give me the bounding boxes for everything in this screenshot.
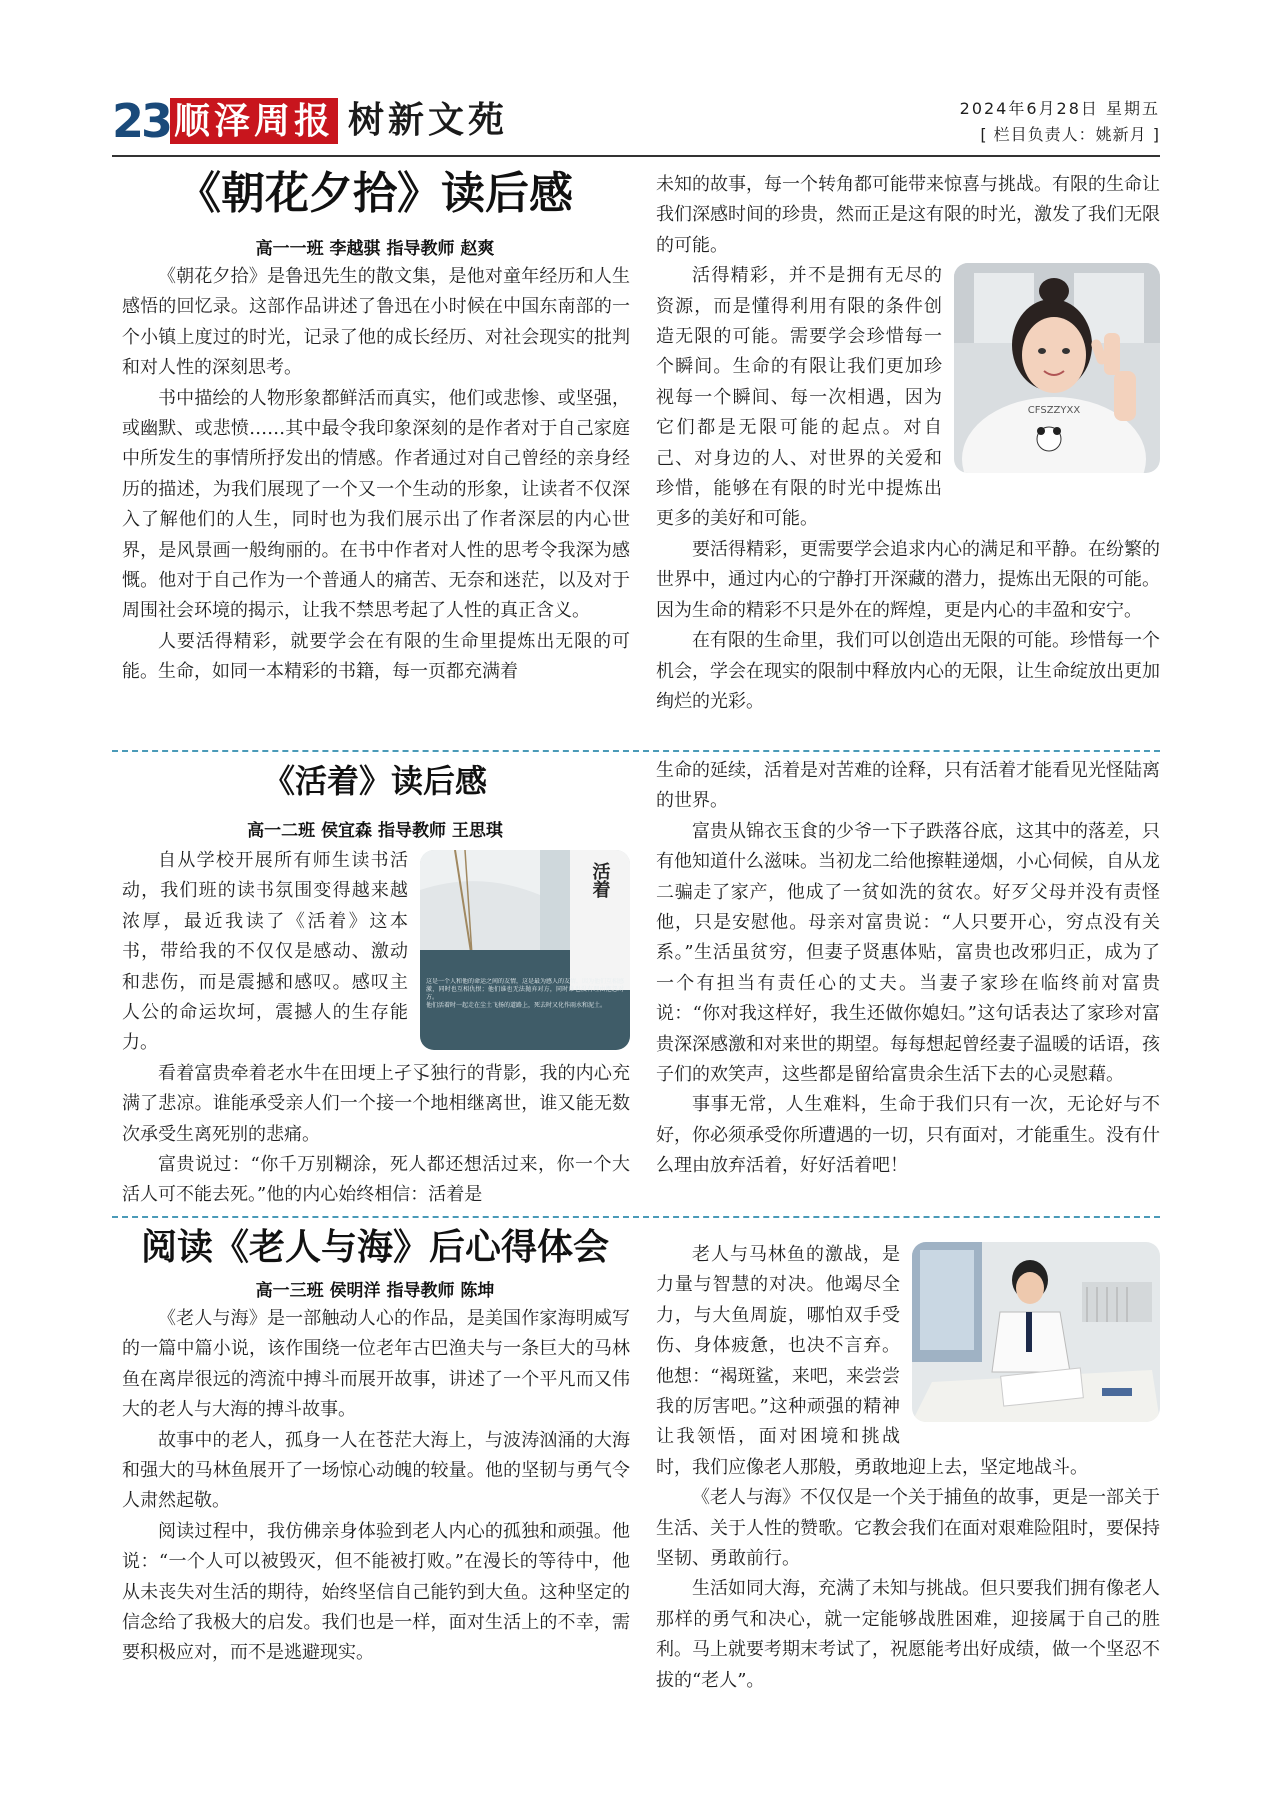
- paragraph: 生活如同大海，充满了未知与挑战。但只要我们拥有像老人那样的勇气和决心，就一定能够战胜困难，迎接属于自己的胜利。马上就要考期末考试了，祝愿能考出好成绩，做一个坚忍不拔的“老人”。: [656, 1578, 1160, 1691]
- student-portrait-photo: [954, 263, 1160, 473]
- paragraph: 阅读过程中，我仿佛亲身体验到老人内心的孤独和顽强。他说：“一个人可以被毁灭，但不能被打败。”在漫长的等待中，他从未丧失对生活的期待，始终坚信自己能钓到大鱼。这种坚定的信念给了我极大的启发。我们也是一样，面对生活上的不幸，需要积极应对，而不是逃避现实。: [122, 1520, 630, 1664]
- book-blurb-2: 他们活着时一起走在尘土飞扬的道路上，死去时又化作雨水和泥土。: [426, 1002, 607, 1009]
- shirt-print: CFSZZYXX: [1027, 405, 1081, 417]
- book-title: 活着: [589, 862, 611, 898]
- section-divider: [112, 750, 1160, 752]
- article2-byline: 高一二班 侯宜森 指导教师 王思琪: [247, 821, 503, 841]
- section-title: 树新文苑: [348, 100, 509, 141]
- paragraph: 事事无常，人生难料，生命于我们只有一次，无论好与不好，你必须承受你所遭遇的一切，只有面对，才能重生。没有什么理由放弃活着，好好活着吧！: [656, 1094, 1160, 1177]
- issue-date: 2024年6月28日 星期五: [959, 99, 1160, 118]
- article3-right-column: [656, 1240, 1160, 1696]
- column-editor: [ 栏目负责人：姚新月 ]: [980, 125, 1160, 144]
- article3-byline: 高一三班 侯明洋 指导教师 陈坤: [255, 1281, 495, 1301]
- paragraph: 老人与马林鱼的激战，是力量与智慧的对决。他竭尽全力，与大鱼周旋，哪怕双手受伤、身体疲惫，也决不言弃。他想：“褐斑鲨，来吧，来尝尝我的厉害吧。”这种顽强的精神让我领悟，面对困境和挑战时，我们应像老人那般，勇敢地迎上去，坚定地战斗。: [656, 1244, 1088, 1478]
- article2-left-column: [122, 846, 630, 1211]
- paragraph: 《朝花夕拾》是鲁迅先生的散文集，是他对童年经历和人生感悟的回忆录。这部作品讲述了鲁迅在小时候在中国东南部的一个小镇上度过的时光，记录了他的成长经历、对社会现实的批判和对人性的深刻思考。: [122, 266, 630, 379]
- book-blurb-1: 这是一个人和他的命运之间的友情，这是最为感人的友情，因为他们互相感激，同时也互相仇恨；他们谁也无法抛弃对方，同时谁也没有理由抱怨对方。: [426, 978, 624, 1001]
- student-studying-photo: [912, 1242, 1160, 1422]
- paragraph: 《老人与海》是一部触动人心的作品，是美国作家海明威写的一篇中篇小说，该作围绕一位老年古巴渔夫与一条巨大的马林鱼在离岸很远的湾流中搏斗而展开故事，讲述了一个平凡而又伟大的老人与大海的搏斗故事。: [122, 1308, 630, 1421]
- paragraph: 故事中的老人，孤身一人在苍茫大海上，与波涛汹涌的大海和强大的马林鱼展开了一场惊心动魄的较量。他的坚韧与勇气令人肃然起敬。: [122, 1429, 630, 1512]
- paragraph-continued: 未知的故事，每一个转角都可能带来惊喜与挑战。有限的生命让我们深感时间的珍贵，然而正是这有限的时光，激发了我们无限的可能。: [656, 174, 1160, 256]
- newspaper-logo: 顺泽周报: [170, 98, 338, 144]
- page-number: 23: [112, 94, 171, 148]
- article1-byline: 高一一班 李越骐 指导教师 赵爽: [255, 239, 495, 259]
- paragraph: 要活得精彩，更需要学会追求内心的满足和平静。在纷繁的世界中，通过内心的宁静打开深藏的潜力，提炼出无限的可能。因为生命的精彩不只是外在的辉煌，更是内心的丰盈和安宁。: [656, 538, 1160, 621]
- paragraph: 书中描绘的人物形象都鲜活而真实，他们或悲惨、或坚强，或幽默、或悲愤……其中最令我印象深刻的是作者对于自己家庭中所发生的事情所抒发出的情感。作者通过对自己曾经的亲身经历的描述，为我们展现了一个又一个生动的形象，让读者不仅深入了解他们的人生，同时也为我们展示出了作者深层的内心世界，是风景画一般绚丽的。在书中作者对人性的思考令我深为感慨。他对于自己作为一个普通人的痛苦、无奈和迷茫，以及对于周围社会环境的揭示，让我不禁思考起了人性的真正含义。: [122, 387, 630, 622]
- paragraph: 看着富贵牵着老水牛在田埂上孑孓独行的背影，我的内心充满了悲凉。谁能承受亲人们一个接一个地相继离世，谁又能无数次承受生离死别的悲痛。: [122, 1062, 630, 1145]
- article1-left-column: [122, 262, 630, 688]
- article3-title: 阅读《老人与海》后心得体会: [140, 1227, 609, 1268]
- paragraph: 活得精彩，并不是拥有无尽的资源，而是懂得利用有限的条件创造无限的可能。需要学会珍惜每一个瞬间。生命的有限让我们更加珍视每一个瞬间、每一次相遇，因为它们都是无限可能的起点。对自己、对身边的人、对世界的关爱和珍惜，能够在有限的时光中提炼出更多的美好和可能。: [656, 265, 942, 530]
- book-cover-photo: [420, 850, 630, 1050]
- paragraph: 富贵说过：“你千万别糊涂，死人都还想活过来，你一个大活人可不能去死。”他的内心始终相信：活着是: [122, 1154, 630, 1206]
- paragraph-continued: 生命的延续，活着是对苦难的诠释，只有活着才能看见光怪陆离的世界。: [656, 760, 1160, 812]
- paragraph: 富贵从锦衣玉食的少爷一下子跌落谷底，这其中的落差，只有他知道什么滋味。当初龙二给他擦鞋递烟，小心伺候，自从龙二骗走了家产，他成了一贫如洗的贫农。好歹父母并没有责怪他，只是安慰他。母亲对富贵说：“人只要开心，穷点没有关系。”生活虽贫穷，但妻子贤惠体贴，富贵也改邪归正，成为了一个有担当有责任心的丈夫。当妻子家珍在临终前对富贵说：“你对我这样好，我生还做你媳妇。”这句话表达了家珍对富贵深深感激和对来世的期望。每每想起曾经妻子温暖的话语，孩子们的欢笑声，这些都是留给富贵余生活下去的心灵慰藉。: [656, 820, 1160, 1086]
- paragraph: 自从学校开展所有师生读书活动，我们班的读书氛围变得越来越浓厚，最近我读了《活着》这本书，带给我的不仅仅是感动、激动和悲伤，而是震撼和感叹。感叹主人公的命运坎坷，震撼人的生存能力。: [122, 850, 408, 1054]
- paragraph: 人要活得精彩，就要学会在有限的生命里提炼出无限的可能。生命，如同一本精彩的书籍，每一页都充满着: [122, 630, 630, 683]
- studying-image: [912, 1242, 1160, 1422]
- article1-title: 《朝花夕拾》读后感: [177, 168, 573, 219]
- portrait-image: [954, 263, 1160, 473]
- paragraph: 在有限的生命里，我们可以创造出无限的可能。珍惜每一个机会，学会在现实的限制中释放内心的无限，让生命绽放出更加绚烂的光彩。: [656, 630, 1160, 712]
- article2-title: 《活着》读后感: [262, 762, 487, 800]
- article3-left-column: [122, 1304, 630, 1669]
- header-rule: [112, 155, 1160, 157]
- book-image: [420, 850, 630, 1050]
- article1-right-column: [656, 170, 1160, 717]
- article2-right-column: [656, 756, 1160, 1182]
- section-divider: [112, 1216, 1160, 1218]
- paragraph: 《老人与海》不仅仅是一个关于捕鱼的故事，更是一部关于生活、关于人性的赞歌。它教会我们在面对艰难险阻时，要保持坚韧、勇敢前行。: [656, 1487, 1160, 1570]
